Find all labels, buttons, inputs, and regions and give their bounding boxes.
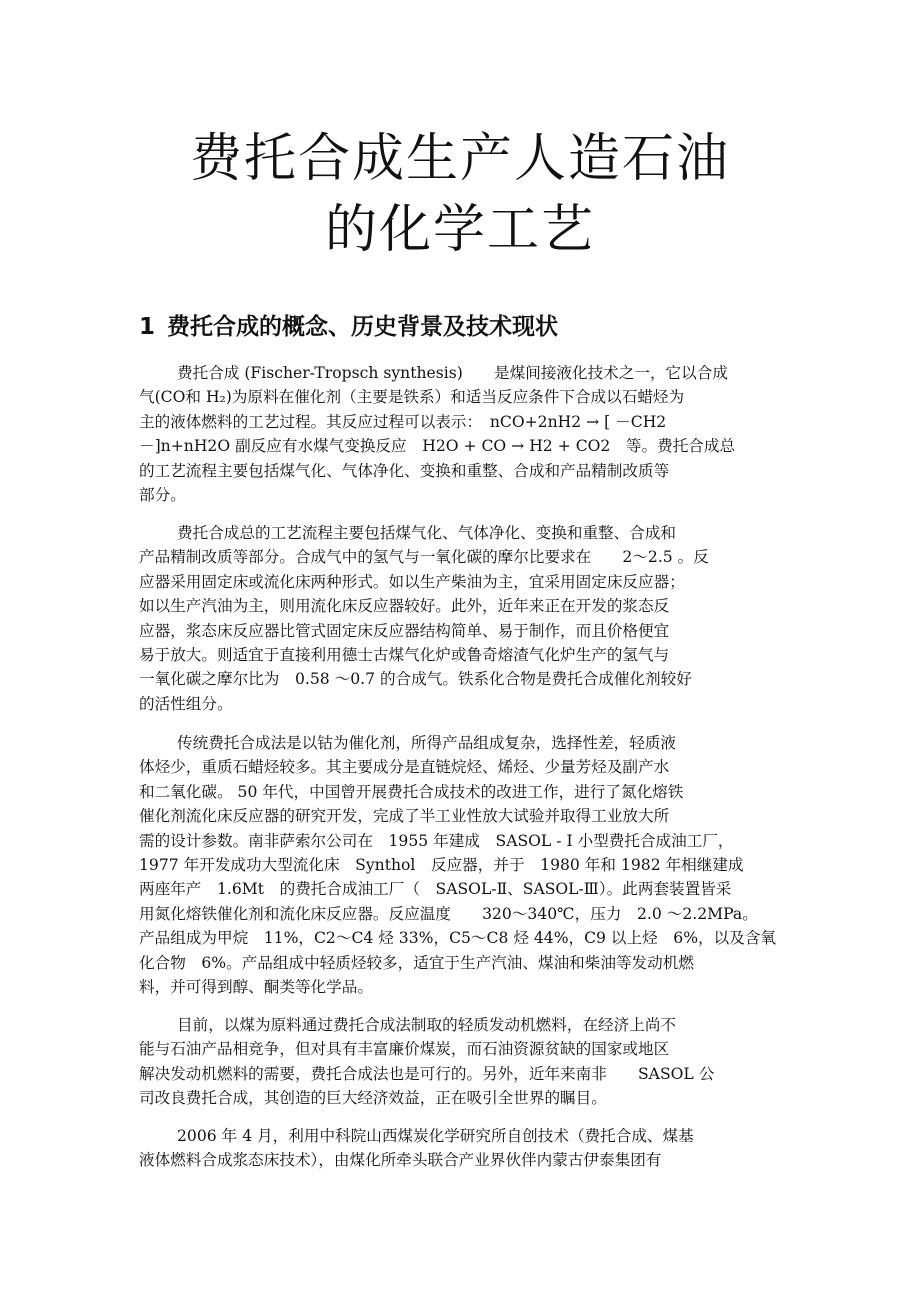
paragraph-line: 应器，浆态床反应器比管式固定床反应器结构简单、易于制作，而且价格便宜	[139, 621, 670, 640]
paragraph-line: 和二氧化碳。 50 年代，中国曾开展费托合成技术的改进工作，进行了氮化熔铁	[139, 782, 684, 801]
paragraph-line: 目前，以煤为原料通过费托合成法制取的轻质发动机燃料，在经济上尚不	[177, 1016, 677, 1034]
paragraph-line: 料，并可得到醇、酮类等化学品。	[139, 977, 373, 996]
paragraph-line: 易于放大。则适宜于直接利用德士古煤气化炉或鲁奇熔渣气化炉生产的氢气与	[139, 645, 670, 664]
paragraph-line: 催化剂流化床反应器的研究开发，完成了半工业性放大试验并取得工业放大所	[139, 807, 670, 826]
paragraph-line: 两座年产 1.6Mt 的费托合成油工厂（ SASOL-Ⅱ、SASOL-Ⅲ）。此两套装置皆采	[139, 880, 732, 899]
document-title-line-2: 的化学工艺	[324, 200, 595, 260]
paragraph-line: 传统费托合成法是以钴为催化剂，所得产品组成复杂，选择性差，轻质液	[177, 734, 677, 752]
paragraph-line: 如以生产汽油为主，则用流化床反应器较好。此外，近年来正在开发的浆态反	[139, 597, 670, 616]
paragraph-line: 的工艺流程主要包括煤气化、气体净化、变换和重整、合成和产品精制改质等	[139, 461, 670, 480]
paragraph-line: 一氧化碳之摩尔比为 0.58 ～0.7 的合成气。铁系化合物是费托合成催化剂较好	[139, 670, 692, 689]
section-heading	[139, 310, 779, 344]
paragraph-line: 产品精制改质等部分。合成气中的氢气与一氧化碳的摩尔比要求在 2～2.5 。反	[139, 548, 709, 567]
paragraph-line: 能与石油产品相竞争，但对具有丰富廉价煤炭，而石油资源贫缺的国家或地区	[139, 1040, 670, 1059]
paragraph-line: 的活性组分。	[139, 694, 233, 713]
section-number: 1	[139, 314, 156, 340]
paragraph-line: 费托合成 (Fischer-Tropsch synthesis) 是煤间接液化技术之一，它以合成	[177, 364, 728, 382]
paragraph-line: 液体燃料合成浆态床技术），由煤化所牵头联合产业界伙伴内蒙古伊泰集团有	[139, 1151, 662, 1170]
paragraph-line: －]n+nH2O 副反应有水煤气变换反应 H2O + CO → H2 + CO2 等。费托合成总	[139, 437, 736, 456]
document-title-line-1: 费托合成生产人造石油	[189, 129, 730, 189]
paragraph-4	[139, 1013, 779, 1111]
paragraph-line: 气(CO和 H₂)为原料在催化剂（主要是铁系）和适当反应条件下合成以石蜡烃为	[139, 388, 685, 407]
paragraph-line: 2006 年 4 月，利用中科院山西煤炭化学研究所自创技术（费托合成、煤基	[177, 1127, 694, 1145]
paragraph-line: 体烃少，重质石蜡烃较多。其主要成分是直链烷烃、烯烃、少量芳烃及副产水	[139, 758, 670, 777]
paragraph-2	[139, 521, 779, 716]
paragraph-line: 1977 年开发成功大型流化床 Synthol 反应器，并于 1980 年和 1982 年相继建成	[139, 855, 744, 874]
paragraph-line: 化合物 6%。产品组成中轻质烃较多，适宜于生产汽油、煤油和柴油等发动机燃	[139, 953, 694, 972]
paragraph-line: 需的设计参数。南非萨索尔公司在 1955 年建成 SASOL - Ⅰ 小型费托合成油工厂，	[139, 831, 734, 850]
paragraph-line: 司改良费托合成，其创造的巨大经济效益，正在吸引全世界的瞩目。	[139, 1089, 607, 1108]
paragraph-line: 应器采用固定床或流化床两种形式。如以生产柴油为主，宜采用固定床反应器；	[139, 572, 685, 591]
paragraph-3	[139, 731, 779, 999]
paragraph-line: 费托合成总的工艺流程主要包括煤气化、气体净化、变换和重整、合成和	[177, 524, 677, 542]
paragraph-line: 主的液体燃料的工艺过程。其反应过程可以表示： nCO+2nH2 → [ －CH2	[139, 412, 667, 431]
paragraph-line: 解决发动机燃料的需要，费托合成法也是可行的。另外，近年来南非 SASOL 公	[139, 1064, 715, 1083]
paragraph-5	[139, 1124, 779, 1173]
paragraph-1	[139, 361, 779, 507]
section-heading-text: 费托合成的概念、历史背景及技术现状	[167, 314, 559, 340]
paragraph-line: 用氮化熔铁催化剂和流化床反应器。反应温度 320～340℃，压力 2.0 ～2.2MPa。	[139, 904, 758, 923]
paragraph-line: 部分。	[139, 485, 186, 504]
paragraph-line: 产品组成为甲烷 11%，C2～C4 烃 33%，C5～C8 烃 44%，C9 以上烃 6%，以及含氧	[139, 929, 777, 948]
